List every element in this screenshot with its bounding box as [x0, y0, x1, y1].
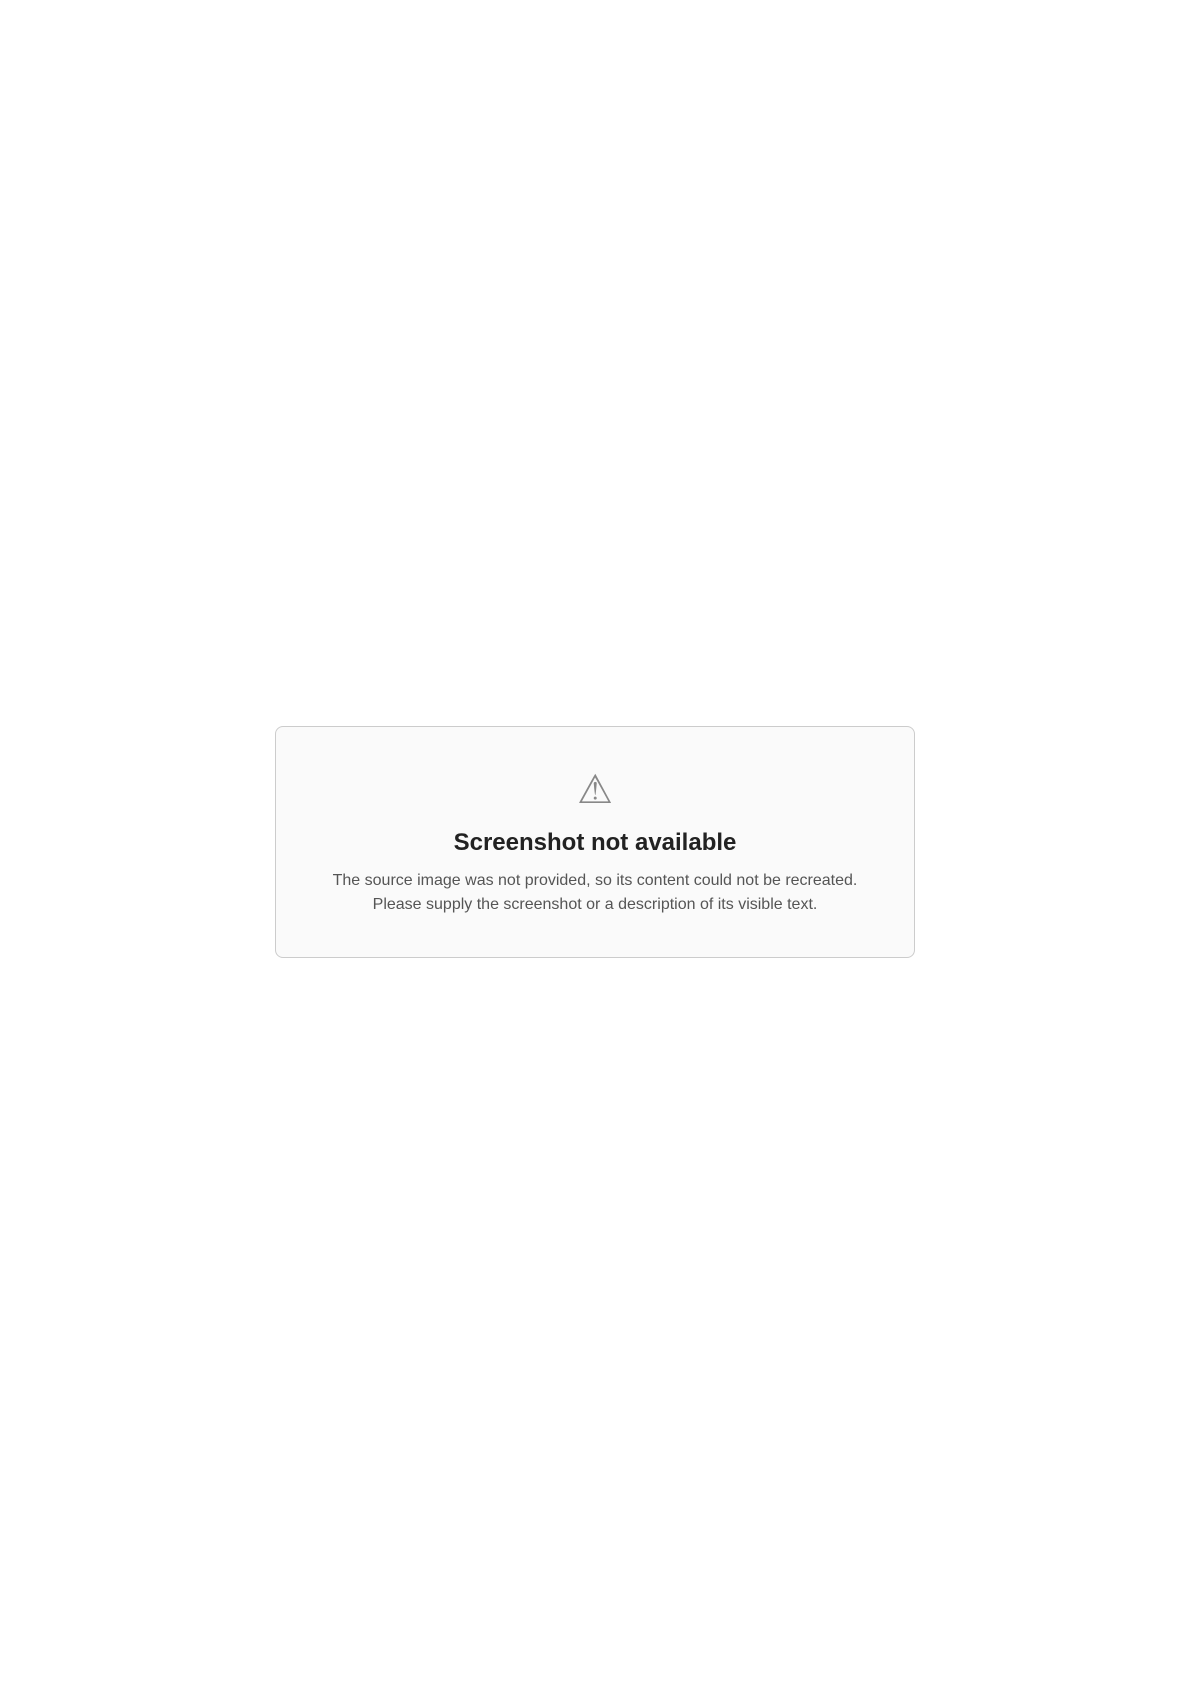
notice-panel — [275, 726, 915, 958]
image-missing-icon: ⚠ — [577, 768, 613, 812]
notice-title: Screenshot not available — [453, 829, 737, 856]
notice-body: The source image was not provided, so its content could not be recreated. Please supply the screenshot or a description of its visible text. — [332, 872, 858, 913]
